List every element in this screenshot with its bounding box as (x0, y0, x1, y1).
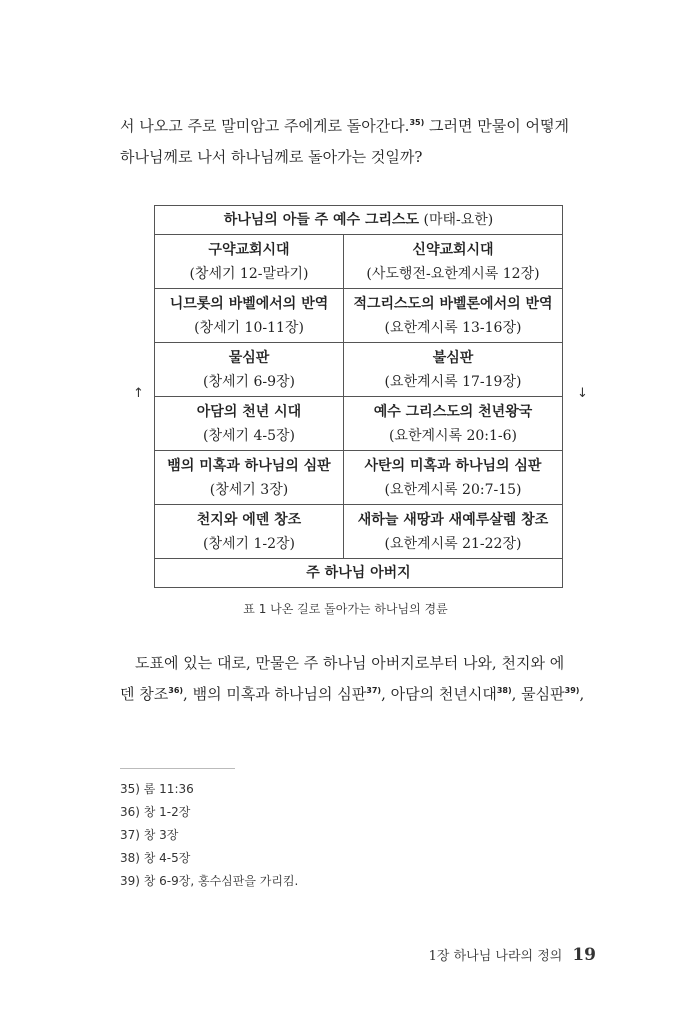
table-cell-left (155, 235, 344, 289)
table-row (155, 343, 563, 397)
cell-reference: (요한계시록 21-22장) (384, 535, 522, 552)
table-header (155, 206, 563, 235)
cell-title: 적그리스도의 바벨론에서의 반역 (353, 295, 553, 312)
table-cell-left (155, 397, 344, 451)
cell-title: 뱀의 미혹과 하나님의 심판 (167, 457, 331, 474)
cell-reference: (창세기 3장) (209, 481, 289, 498)
body-text: , 물심판 (511, 685, 565, 703)
footnote-ref-36[interactable]: 36) (168, 686, 184, 695)
table-cell-right (344, 451, 563, 505)
table-cell-right (344, 235, 563, 289)
footnote-ref-39[interactable]: 39) (564, 686, 580, 695)
cell-reference: (요한계시록 13-16장) (384, 319, 522, 336)
cell-reference: (창세기 6-9장) (202, 373, 295, 390)
body-paragraph-line1: 도표에 있는 대로, 만물은 주 하나님 아버지로부터 나와, 천지와 에 (135, 654, 565, 672)
cell-title: 구약교회시대 (208, 241, 290, 258)
cell-reference: (창세기 12-말라기) (189, 265, 309, 282)
table-cell-left (155, 505, 344, 559)
cell-title: 아담의 천년 시대 (196, 403, 302, 420)
footnote-ref-37[interactable]: 37) (366, 686, 382, 695)
arrow-up-icon: ↑ (133, 386, 144, 401)
table-cell-right (344, 397, 563, 451)
table-footer: 주 하나님 아버지 (155, 559, 563, 588)
cell-reference: (요한계시록 20:1-6) (388, 427, 518, 444)
footnote-divider (120, 768, 235, 769)
body-text: , (579, 685, 585, 703)
table-row (155, 235, 563, 289)
cell-reference: (창세기 1-2장) (202, 535, 295, 552)
history-chart-table (154, 205, 563, 588)
table-row (155, 289, 563, 343)
table-cell-right (344, 343, 563, 397)
table-cell-right (344, 289, 563, 343)
table-header-range: (마태-요한) (419, 212, 494, 228)
table-cell-right (344, 505, 563, 559)
cell-title: 사탄의 미혹과 하나님의 심판 (364, 457, 542, 474)
table-cell-left (155, 451, 344, 505)
chapter-title: 1장 하나님 나라의 정의 (428, 949, 563, 964)
body-text: , 뱀의 미혹과 하나님의 심판 (183, 685, 367, 703)
page-number: 19 (572, 945, 596, 965)
footnote-35: 35) 롬 11:36 (120, 782, 194, 796)
body-text: , 아담의 천년시대 (381, 685, 497, 703)
cell-title: 니므롯의 바벨에서의 반역 (169, 295, 329, 312)
top-paragraph-line1-text: 서 나오고 주로 말미암고 주에게로 돌아간다. (120, 117, 410, 135)
cell-title: 새하늘 새땅과 새예루살렘 창조 (357, 511, 549, 528)
table-cell-left (155, 289, 344, 343)
body-text: 덴 창조 (120, 685, 169, 703)
top-paragraph-line1-tail: 그러면 만물이 어떻게 (424, 117, 569, 135)
cell-title: 천지와 에덴 창조 (196, 511, 302, 528)
cell-title: 물심판 (228, 349, 270, 366)
footnote-37: 37) 창 3장 (120, 828, 179, 842)
table-row (155, 397, 563, 451)
running-footer (429, 945, 596, 965)
cell-reference: (사도행전-요한계시록 12장) (366, 265, 540, 282)
footnote-39: 39) 창 6-9장, 홍수심판을 가리킴. (120, 874, 299, 888)
cell-title: 신약교회시대 (412, 241, 494, 258)
footnote-ref-38[interactable]: 38) (496, 686, 512, 695)
cell-title: 예수 그리스도의 천년왕국 (373, 403, 533, 420)
footnote-ref-35[interactable]: 35) (409, 118, 425, 127)
top-paragraph-line2: 하나님께로 나서 하나님께로 돌아가는 것일까? (120, 148, 423, 166)
body-paragraph (120, 648, 600, 710)
table-caption: 표 1 나온 길로 돌아가는 하나님의 경륜 (243, 602, 448, 616)
arrow-down-icon: ↓ (577, 386, 588, 401)
table-row (155, 451, 563, 505)
top-paragraph (120, 111, 600, 173)
table-row (155, 505, 563, 559)
cell-reference: (요한계시록 17-19장) (384, 373, 522, 390)
table-cell-left (155, 343, 344, 397)
cell-reference: (창세기 4-5장) (202, 427, 295, 444)
cell-reference: (창세기 10-11장) (194, 319, 304, 336)
footnote-38: 38) 창 4-5장 (120, 851, 191, 865)
table-header-title: 하나님의 아들 주 예수 그리스도 (223, 212, 420, 228)
cell-reference: (요한계시록 20:7-15) (384, 481, 522, 498)
footnote-36: 36) 창 1-2장 (120, 805, 191, 819)
cell-title: 불심판 (432, 349, 474, 366)
